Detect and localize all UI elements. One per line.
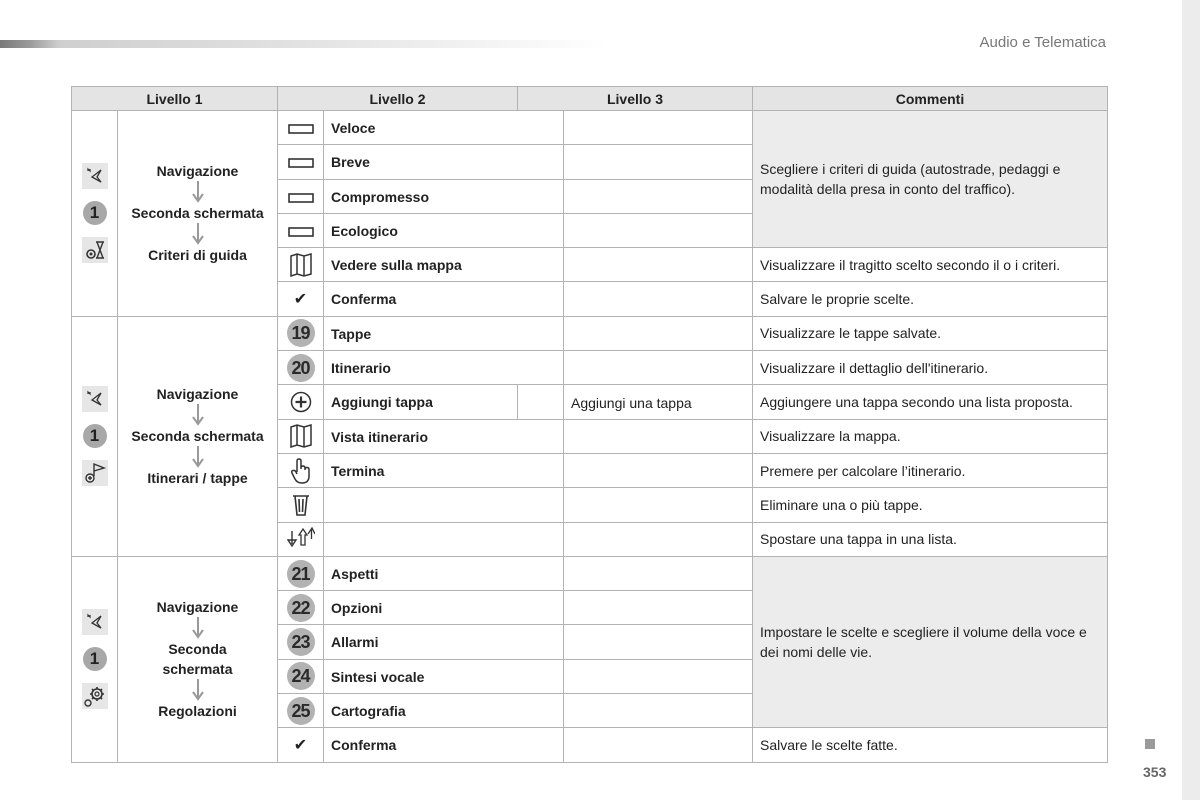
number-1-badge: 1 bbox=[83, 424, 107, 448]
table-row bbox=[72, 316, 1108, 350]
move-arrows-icon bbox=[287, 527, 315, 551]
comment-cell: Scegliere i criteri di guida (autostrade, pedaggi e modalità della presa in conto del traffico). bbox=[753, 111, 1108, 248]
comment-cell: Premere per calcolare l’itinerario. bbox=[753, 453, 1108, 487]
navigation-icon bbox=[82, 609, 108, 635]
number-20-badge: 20 bbox=[287, 354, 315, 382]
level3-label bbox=[564, 282, 753, 316]
comment-cell: Aggiungere una tappa secondo una lista proposta. bbox=[753, 385, 1108, 419]
level2-label: Termina bbox=[324, 453, 564, 487]
level2-label: Vista itinerario bbox=[324, 419, 564, 453]
map-icon bbox=[290, 253, 312, 277]
level2-label: Conferma bbox=[324, 728, 564, 762]
level2-label: Tappe bbox=[324, 316, 564, 350]
plus-circle-icon bbox=[290, 391, 312, 413]
bar-icon bbox=[288, 227, 314, 237]
level2-label: Veloce bbox=[324, 111, 564, 145]
top-decorative-rule bbox=[0, 40, 610, 48]
arrow-down-icon bbox=[192, 679, 204, 701]
level1-icons-cell bbox=[72, 316, 118, 556]
section-title: Audio e Telematica bbox=[979, 34, 1106, 51]
comment-cell: Eliminare una o più tappe. bbox=[753, 488, 1108, 522]
navigation-icon bbox=[82, 163, 108, 189]
level2-label: Cartografia bbox=[324, 694, 564, 728]
level2-label: Ecologico bbox=[324, 213, 564, 247]
level1-path-cell bbox=[118, 111, 278, 317]
level3-label: Aggiungi una tappa bbox=[564, 385, 753, 419]
level2-label: Breve bbox=[324, 145, 564, 179]
arrow-down-icon bbox=[192, 446, 204, 468]
comment-cell: Impostare le scelte e scegliere il volume della voce e dei nomi delle vie. bbox=[753, 556, 1108, 727]
row-icon-cell bbox=[278, 248, 324, 282]
level2-label: Aspetti bbox=[324, 556, 564, 590]
row-icon-cell bbox=[278, 111, 324, 145]
level1-icons-cell bbox=[72, 111, 118, 317]
row-icon-cell bbox=[278, 179, 324, 213]
row-icon-cell bbox=[278, 213, 324, 247]
level1-step-target: Itinerari / tappe bbox=[147, 470, 248, 487]
table-header-row bbox=[72, 87, 1108, 111]
route-criteria-icon bbox=[82, 237, 108, 263]
bar-icon bbox=[288, 193, 314, 203]
level3-label bbox=[564, 556, 753, 590]
arrow-down-icon bbox=[192, 181, 204, 203]
number-1-badge: 1 bbox=[83, 647, 107, 671]
row-icon-cell bbox=[278, 419, 324, 453]
hand-pointer-icon bbox=[290, 458, 312, 484]
row-icon-cell bbox=[278, 316, 324, 350]
comment-cell: Visualizzare la mappa. bbox=[753, 419, 1108, 453]
level3-label bbox=[564, 248, 753, 282]
arrow-down-icon bbox=[192, 617, 204, 639]
comment-cell: Visualizzare il dettaglio dell'itinerario. bbox=[753, 351, 1108, 385]
row-icon-cell bbox=[278, 591, 324, 625]
number-22-badge: 22 bbox=[287, 594, 315, 622]
number-19-badge: 19 bbox=[287, 319, 315, 347]
level3-label bbox=[564, 351, 753, 385]
level1-path-cell bbox=[118, 556, 278, 762]
header-livello-1: Livello 1 bbox=[72, 87, 278, 111]
row-icon-cell bbox=[278, 728, 324, 762]
level3-label bbox=[564, 522, 753, 556]
row-icon-cell bbox=[278, 385, 324, 419]
level3-label bbox=[564, 591, 753, 625]
arrow-down-icon bbox=[192, 404, 204, 426]
level2-label: Allarmi bbox=[324, 625, 564, 659]
number-21-badge: 21 bbox=[287, 560, 315, 588]
header-livello-3: Livello 3 bbox=[518, 87, 753, 111]
waypoint-flag-icon bbox=[82, 460, 108, 486]
level1-step-target: Regolazioni bbox=[158, 703, 237, 720]
level2-label bbox=[324, 488, 564, 522]
level2-label: Compromesso bbox=[324, 179, 564, 213]
row-icon-cell bbox=[278, 282, 324, 316]
check-icon: ✔ bbox=[293, 291, 308, 309]
level3-label bbox=[564, 694, 753, 728]
check-icon: ✔ bbox=[293, 736, 308, 754]
bar-icon bbox=[288, 124, 314, 134]
level1-icons-cell bbox=[72, 556, 118, 762]
row-icon-cell bbox=[278, 453, 324, 487]
table-row bbox=[72, 556, 1108, 590]
number-25-badge: 25 bbox=[287, 697, 315, 725]
navigation-icon bbox=[82, 386, 108, 412]
level2-label: Aggiungi tappa bbox=[324, 385, 518, 419]
level3-icon-cell bbox=[518, 385, 564, 419]
comment-cell: Salvare le proprie scelte. bbox=[753, 282, 1108, 316]
level2-label: Opzioni bbox=[324, 591, 564, 625]
level3-label bbox=[564, 728, 753, 762]
level3-label bbox=[564, 111, 753, 145]
level1-step-second-screen: Seconda schermata bbox=[162, 641, 233, 678]
row-icon-cell bbox=[278, 522, 324, 556]
page-edge-strip bbox=[1182, 0, 1200, 800]
row-icon-cell bbox=[278, 659, 324, 693]
level3-label bbox=[564, 213, 753, 247]
menu-table bbox=[71, 86, 1108, 763]
comment-cell: Spostare una tappa in una lista. bbox=[753, 522, 1108, 556]
map-icon bbox=[290, 424, 312, 448]
page-number: 353 bbox=[1143, 764, 1167, 780]
level1-step-target: Criteri di guida bbox=[148, 247, 247, 264]
number-23-badge: 23 bbox=[287, 628, 315, 656]
level3-label bbox=[564, 625, 753, 659]
number-1-badge: 1 bbox=[83, 201, 107, 225]
level2-label: Vedere sulla mappa bbox=[324, 248, 564, 282]
table-row bbox=[72, 111, 1108, 145]
level1-step-navigation: Navigazione bbox=[156, 163, 239, 180]
arrow-down-icon bbox=[192, 223, 204, 245]
page-marker bbox=[1145, 739, 1155, 749]
header-livello-2: Livello 2 bbox=[278, 87, 518, 111]
level1-step-navigation: Navigazione bbox=[156, 386, 239, 403]
level2-label: Conferma bbox=[324, 282, 564, 316]
row-icon-cell bbox=[278, 556, 324, 590]
level3-label bbox=[564, 659, 753, 693]
row-icon-cell bbox=[278, 351, 324, 385]
row-icon-cell bbox=[278, 694, 324, 728]
level3-label bbox=[564, 179, 753, 213]
level1-path-cell bbox=[118, 316, 278, 556]
number-24-badge: 24 bbox=[287, 662, 315, 690]
level1-step-navigation: Navigazione bbox=[156, 599, 239, 616]
row-icon-cell bbox=[278, 488, 324, 522]
level2-label: Sintesi vocale bbox=[324, 659, 564, 693]
row-icon-cell bbox=[278, 625, 324, 659]
level1-step-second-screen: Seconda schermata bbox=[131, 205, 264, 222]
level2-label: Itinerario bbox=[324, 351, 564, 385]
comment-cell: Visualizzare le tappe salvate. bbox=[753, 316, 1108, 350]
level3-label bbox=[564, 316, 753, 350]
level3-label bbox=[564, 488, 753, 522]
row-icon-cell bbox=[278, 145, 324, 179]
settings-gears-icon bbox=[82, 683, 108, 709]
level1-step-second-screen: Seconda schermata bbox=[131, 428, 264, 445]
level3-label bbox=[564, 419, 753, 453]
comment-cell: Salvare le scelte fatte. bbox=[753, 728, 1108, 762]
trash-icon bbox=[292, 494, 310, 516]
header-commenti: Commenti bbox=[753, 87, 1108, 111]
level3-label bbox=[564, 145, 753, 179]
level3-label bbox=[564, 453, 753, 487]
comment-cell: Visualizzare il tragitto scelto secondo il o i criteri. bbox=[753, 248, 1108, 282]
bar-icon bbox=[288, 158, 314, 168]
level2-label bbox=[324, 522, 564, 556]
